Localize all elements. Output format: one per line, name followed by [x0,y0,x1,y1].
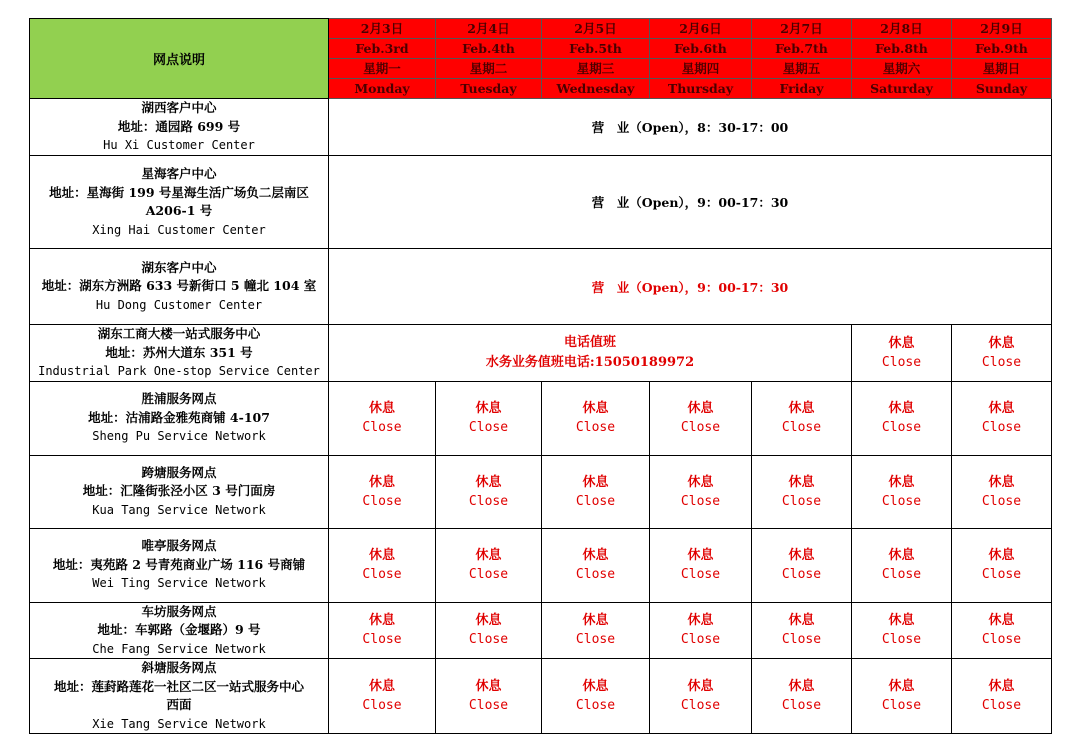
closed-label-zh: 休息 [687,548,714,563]
location-address: 地址：沽浦路金雅苑商铺 4-107 [88,409,270,425]
closed-cell-4 [752,602,852,659]
closed-label-zh: 休息 [582,613,609,629]
location-name-en: Xing Hai Customer Center [92,222,266,237]
header-weekday-en-1: Tuesday [436,79,542,99]
location-name-en: Hu Xi Customer Center [103,138,255,153]
closed-cell-5 [852,325,952,382]
closed-label-zh: 休息 [582,474,609,490]
closed-cell-0 [329,528,436,602]
closed-label-en: Close [468,632,509,648]
location-address: 地址：车郭路（金堰路）9 号 [97,622,261,637]
location-name-zh: 车坊服务网点 [141,603,217,619]
header-weekday-zh-0: 星期一 [329,59,436,79]
location-name-en: Hu Dong Customer Center [95,297,263,312]
closed-label-en: Close [362,567,402,582]
header-weekday-en-3: Thursday [650,79,752,99]
closed-label-zh: 休息 [988,679,1015,694]
location-name-zh: 湖东工商大楼一站式服务中心 [97,326,261,341]
header-date-zh-0: 2月3日 [329,19,436,39]
closed-cell-3 [650,528,752,602]
location-address: 地址：通园路 699 号 [117,118,241,134]
open-status: 营 业（Open），9：00-17：30 [329,249,1052,325]
closed-cell-6 [952,325,1052,382]
closed-cell-6 [952,528,1052,602]
closed-label-zh: 休息 [988,335,1015,351]
closed-label-zh: 休息 [687,401,714,416]
closed-cell-3 [650,659,752,734]
header-date-en-1: Feb.4th [436,39,542,59]
location-row [30,249,1052,325]
closed-label-en: Close [981,698,1022,713]
header-weekday-en-2: Wednesday [542,79,650,99]
closed-label-en: Close [881,354,922,370]
closed-label-en: Close [981,420,1022,435]
closed-label-en: Close [881,493,922,509]
closed-label-zh: 休息 [475,474,502,490]
closed-label-zh: 休息 [888,613,915,629]
location-info [30,381,329,455]
location-address: 地址：星海街 199 号星海生活广场负二层南区 [49,184,309,200]
closed-label-en: Close [362,420,402,435]
header-date-zh-5: 2月8日 [852,19,952,39]
header-date-en-5: Feb.8th [852,39,952,59]
location-row [30,381,1052,455]
closed-label-zh: 休息 [368,613,395,629]
location-info [30,659,329,734]
closed-label-en: Close [362,698,402,713]
closed-label-zh: 休息 [475,613,502,629]
location-row [30,659,1052,734]
closed-cell-4 [752,528,852,602]
closed-label-en: Close [680,420,721,435]
closed-label-en: Close [680,632,721,648]
closed-label-zh: 休息 [368,679,395,694]
closed-label-zh: 休息 [475,679,502,694]
closed-label-zh: 休息 [988,548,1015,563]
closed-label-zh: 休息 [687,679,714,694]
header-weekday-zh-6: 星期日 [952,59,1052,79]
location-info [30,99,329,156]
closed-label-zh: 休息 [475,401,502,416]
location-name-zh: 湖西客户中心 [141,100,217,116]
closed-cell-2 [542,455,650,528]
open-status: 营 业（Open），9：00-17：30 [329,156,1052,249]
location-row [30,325,1052,382]
closed-cell-1 [436,381,542,455]
closed-label-zh: 休息 [582,679,609,694]
closed-cell-1 [436,659,542,734]
closed-cell-0 [329,381,436,455]
location-row [30,99,1052,156]
closed-label-zh: 休息 [988,401,1015,416]
closed-cell-3 [650,602,752,659]
closed-label-zh: 休息 [888,679,915,694]
location-info [30,528,329,602]
header-date-en-4: Feb.7th [752,39,852,59]
closed-label-zh: 休息 [582,548,609,563]
closed-cell-4 [752,455,852,528]
closed-label-en: Close [575,493,616,509]
closed-cell-2 [542,659,650,734]
location-row [30,528,1052,602]
closed-label-zh: 休息 [888,401,915,416]
duty-title: 电话值班 [563,334,616,350]
location-address: A206-1 号 [145,203,213,218]
closed-label-zh: 休息 [582,401,609,416]
closed-label-zh: 休息 [687,474,714,490]
closed-label-zh: 休息 [888,335,915,351]
location-name-en: Wei Ting Service Network [92,576,266,591]
header-weekday-zh-3: 星期四 [650,59,752,79]
location-info [30,156,329,249]
closed-label-en: Close [881,420,922,435]
header-weekday-en-6: Sunday [952,79,1052,99]
duty-status [329,325,852,382]
closed-cell-5 [852,659,952,734]
header-date-en-6: Feb.9th [952,39,1052,59]
closed-cell-4 [752,381,852,455]
closed-cell-0 [329,602,436,659]
header-weekday-en-0: Monday [329,79,436,99]
closed-cell-6 [952,602,1052,659]
closed-label-zh: 休息 [788,679,815,694]
closed-label-en: Close [781,632,822,648]
location-name-zh: 湖东客户中心 [141,259,217,275]
closed-label-zh: 休息 [368,548,395,563]
closed-cell-0 [329,659,436,734]
location-row [30,602,1052,659]
closed-label-en: Close [781,420,822,435]
location-name-zh: 星海客户中心 [141,166,217,181]
closed-cell-5 [852,528,952,602]
closed-label-en: Close [781,698,822,713]
location-address: 地址：湖东方洲路 633 号新街口 5 幢北 104 室 [41,278,317,294]
closed-cell-5 [852,381,952,455]
closed-label-zh: 休息 [788,613,815,629]
holiday-schedule-table [29,18,1052,734]
closed-cell-2 [542,602,650,659]
header-date-en-2: Feb.5th [542,39,650,59]
closed-label-zh: 休息 [988,474,1015,490]
header-date-zh-3: 2月6日 [650,19,752,39]
corner-label: 网点说明 [30,19,329,99]
closed-label-en: Close [680,698,721,713]
location-name-en: Industrial Park One-stop Service Center [38,364,320,378]
closed-label-zh: 休息 [368,474,395,490]
header-row-date-zh [30,19,1052,39]
closed-label-en: Close [781,493,822,509]
closed-cell-1 [436,455,542,528]
header-date-zh-2: 2月5日 [542,19,650,39]
closed-label-en: Close [362,632,402,648]
closed-label-zh: 休息 [988,613,1015,629]
closed-label-en: Close [781,567,822,582]
closed-label-en: Close [680,493,721,509]
location-row [30,156,1052,249]
header-weekday-en-5: Saturday [852,79,952,99]
closed-label-en: Close [468,698,509,713]
location-address: 地址：夷苑路 2 号青苑商业广场 116 号商铺 [52,556,306,572]
closed-label-en: Close [881,567,922,582]
closed-cell-6 [952,455,1052,528]
closed-label-zh: 休息 [888,548,915,563]
duty-phone: 水务业务值班电话:15050189972 [485,354,695,370]
location-address: 西面 [166,697,192,712]
closed-cell-5 [852,602,952,659]
open-status: 营 业（Open），8：30-17：00 [329,99,1052,156]
closed-label-en: Close [575,698,616,713]
closed-label-en: Close [575,567,616,582]
location-address: 地址：汇隆街张泾小区 3 号门面房 [82,483,276,499]
closed-label-en: Close [575,632,616,648]
location-name-en: Sheng Pu Service Network [92,429,266,444]
closed-label-en: Close [468,493,509,509]
closed-cell-6 [952,659,1052,734]
header-weekday-zh-1: 星期二 [436,59,542,79]
header-weekday-zh-4: 星期五 [752,59,852,79]
location-name-zh: 斜塘服务网点 [141,660,217,675]
closed-label-zh: 休息 [687,613,714,629]
header-date-en-0: Feb.3rd [329,39,436,59]
header-date-zh-1: 2月4日 [436,19,542,39]
location-info [30,249,329,325]
location-address: 地址：莲葑路莲花一社区二区一站式服务中心 [53,678,304,694]
location-name-zh: 跨塘服务网点 [141,464,217,480]
header-date-zh-4: 2月7日 [752,19,852,39]
closed-cell-6 [952,381,1052,455]
closed-label-zh: 休息 [368,401,395,416]
location-name-zh: 唯亭服务网点 [141,538,217,554]
closed-label-en: Close [468,420,509,435]
location-name-zh: 胜浦服务网点 [141,391,217,407]
closed-label-en: Close [362,493,402,509]
closed-label-zh: 休息 [888,474,915,490]
header-weekday-zh-2: 星期三 [542,59,650,79]
header-weekday-zh-5: 星期六 [852,59,952,79]
closed-cell-1 [436,528,542,602]
closed-label-zh: 休息 [475,548,502,563]
closed-cell-5 [852,455,952,528]
location-row [30,455,1052,528]
closed-label-en: Close [881,632,922,648]
closed-cell-0 [329,455,436,528]
closed-label-en: Close [981,632,1022,648]
closed-label-en: Close [981,354,1022,370]
closed-label-en: Close [468,567,509,582]
location-name-en: Kua Tang Service Network [92,502,266,517]
closed-label-en: Close [680,567,721,582]
closed-label-en: Close [881,698,922,713]
header-date-en-3: Feb.6th [650,39,752,59]
closed-label-en: Close [575,420,616,435]
closed-cell-1 [436,602,542,659]
location-address: 地址：苏州大道东 351 号 [105,344,253,360]
location-name-en: Che Fang Service Network [92,641,266,656]
location-name-en: Xie Tang Service Network [92,716,266,731]
location-info [30,602,329,659]
closed-label-en: Close [981,493,1022,509]
location-info [30,455,329,528]
closed-cell-2 [542,528,650,602]
header-date-zh-6: 2月9日 [952,19,1052,39]
location-info [30,325,329,382]
closed-label-zh: 休息 [788,401,815,416]
closed-label-en: Close [981,567,1022,582]
closed-cell-3 [650,455,752,528]
closed-label-zh: 休息 [788,474,815,490]
closed-cell-4 [752,659,852,734]
header-weekday-en-4: Friday [752,79,852,99]
closed-cell-2 [542,381,650,455]
closed-label-zh: 休息 [788,548,815,563]
closed-cell-3 [650,381,752,455]
